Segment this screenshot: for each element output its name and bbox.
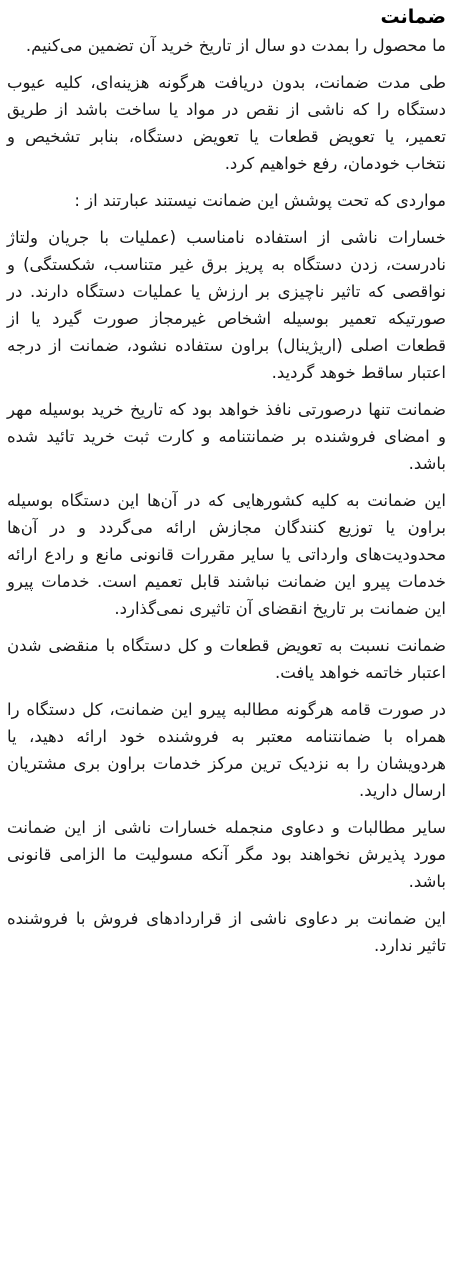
paragraph-warranty-period: ما محصول را بمدت دو سال از تاریخ خرید آن تضمین می‌کنیم. [25, 36, 446, 55]
warranty-body [7, 32, 446, 959]
paragraph-exclusions-intro: مواردی که تحت پوشش این ضمانت نیستند عبارتند از : [74, 191, 446, 210]
paragraph-countries: این ضمانت به کلیه کشورهایی که در آن‌ها این دستگاه بوسیله براون یا توزیع کنندگان مجازش ارائه می‌گردد و در آن‌ها محدودیت‌های وارداتی یا سایر مقررات قانونی مانع و رادع ارائه خدمات پیرو این ضمانت نباشند قابل تعمیم است. خدمات پیرو این ضمانت بر تاریخ انقضای آن تاثیری نمی‌گذارد. [7, 491, 446, 618]
page-title: ضمانت [380, 6, 446, 28]
paragraph-exclusions: خسارات ناشی از استفاده نامناسب (عملیات با جریان ولتاژ نادرست، زدن دستگاه به پریز برق غیر متناسب، شکستگی) و نواقصی که تاثیر ناچیزی بر ارزش یا عملیات دستگاه دارند. در صورتیکه تعمیر بوسیله اشخاص غیرمجاز صورت گیرد یا از قطعات اصلی (اریژینال) براون ستفاده نشود، ضمانت از درجه اعتبار ساقط خوهد گردید. [7, 228, 446, 382]
paragraph-expiry: ضمانت نسبت به تعویض قطعات و کل دستگاه با منقضی شدن اعتبار خاتمه خواهد یافت. [7, 636, 446, 682]
paragraph-claims: در صورت قامه هرگونه مطالبه پیرو این ضمانت، کل دستگاه را همراه با ضمانتنامه معتبر به فروشنده خود ارائه دهید، یا هردویشان را به نزدیک ترین مرکز خدمات براون بری مشتریان ارسال دارید. [7, 700, 446, 800]
paragraph-repair-terms: طی مدت ضمانت، بدون دریافت هرگونه هزینه‌ای، کلیه عیوب دستگاه را که ناشی از نقص در مواد یا ساخت باشد از طریق تعمیر، یا تعویض قطعات یا تعویض دستگاه، بنابر تشخیص و نتخاب خودمان، رفع خواهیم کرد. [7, 73, 446, 173]
paragraph-validity: ضمانت تنها درصورتی نافذ خواهد بود که تاریخ خرید بوسیله مهر و امضای فروشنده بر ضمانتنامه و کارت ثبت خرید تائید شده باشد. [7, 400, 446, 473]
paragraph-sales-contracts: این ضمانت بر دعاوی ناشی از قراردادهای فروش با فروشنده تاثیر ندارد. [7, 909, 446, 955]
paragraph-other-claims: سایر مطالبات و دعاوی منجمله خسارات ناشی از این ضمانت مورد پذیرش نخواهند بود مگر آنکه مسولیت ما الزامی قانونی باشد. [7, 818, 446, 891]
